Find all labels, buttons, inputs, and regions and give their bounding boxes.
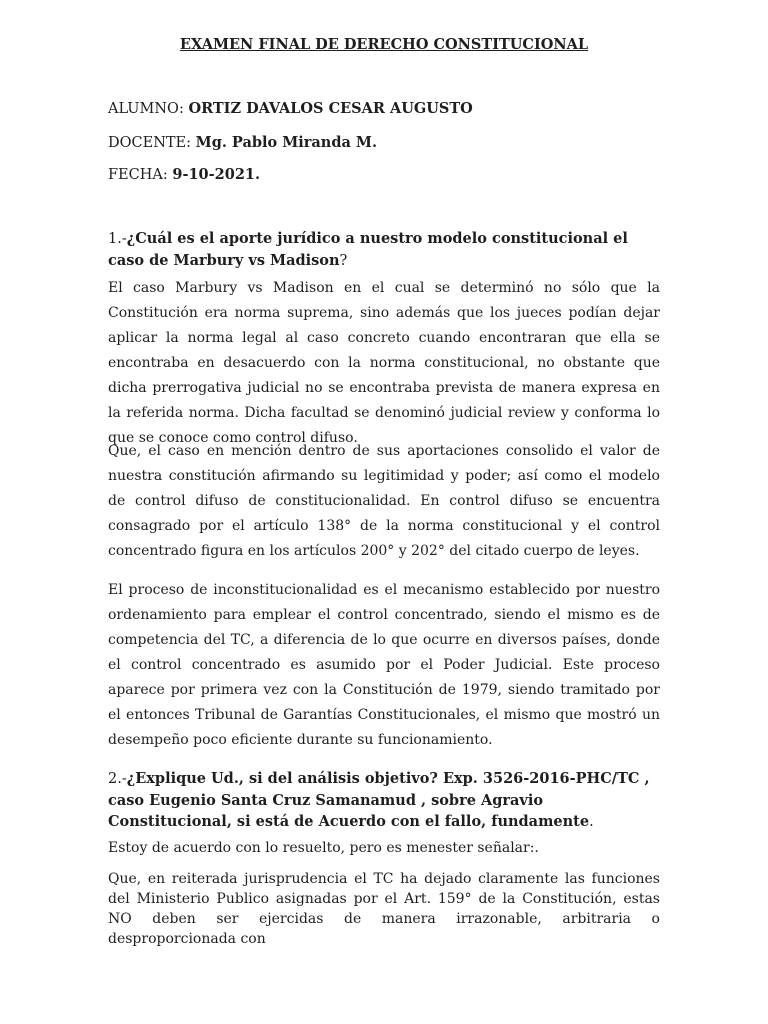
question-1-end: ?	[339, 253, 348, 269]
question-2-number: 2.-	[108, 771, 127, 787]
teacher-label: DOCENTE:	[108, 135, 192, 151]
answer-1-paragraph-3: El proceso de inconstitucionalidad es el mecanismo establecido por nuestro ordenamiento para emplear el control concentrado, siendo el mismo es de competencia del TC, a diferencia de lo que ocurre en diversos países, donde el control concentrado es asumido por el Poder Judicial. Este proceso aparece por primera vez con la Constitución de 1979, siendo tramitado por el entonces Tribunal de Garantías Constitucionales, el mismo que mostró un desempeño poco eficiente durante su funcionamiento.	[108, 582, 660, 748]
question-2-text: ¿Explique Ud., si del análisis objetivo? Exp. 3526-2016-PHC/TC , caso Eugenio Santa Cruz Samanamud , sobre Agravio Constitucional, si está de Acuerdo con el fallo, fundamente	[108, 770, 650, 830]
student-line	[108, 100, 473, 117]
date-value: 9-10-2021.	[172, 166, 261, 183]
question-2	[108, 768, 660, 833]
student-label: ALUMNO:	[108, 101, 184, 117]
exam-title: EXAMEN FINAL DE DERECHO CONSTITUCIONAL	[179, 36, 589, 53]
question-2-end: .	[589, 814, 594, 830]
question-1-number: 1.-	[108, 231, 127, 247]
student-name: ORTIZ DAVALOS CESAR AUGUSTO	[188, 100, 473, 117]
question-1-text: ¿Cuál es el aporte jurídico a nuestro modelo constitucional el caso de Marbury vs Madison	[108, 230, 628, 269]
date-label: FECHA:	[108, 167, 168, 183]
question-1	[108, 228, 660, 272]
answer-2-paragraph-1: Estoy de acuerdo con lo resuelto, pero es menester señalar:.	[108, 840, 539, 856]
date-line	[108, 166, 260, 183]
answer-1-paragraph-1: El caso Marbury vs Madison en el cual se determinó no sólo que la Constitución era norma suprema, sino además que los jueces podían dejar aplicar la norma legal al caso concreto cuando encontraran que ella se encontraba en desacuerdo con la norma constitucional, no obstante que dicha prerrogativa judicial no se encontraba prevista de manera expresa en la referida norma. Dicha facultad se denominó judicial review y conforma lo que se conoce como control difuso.	[108, 280, 660, 446]
answer-2-paragraph-2: Que, en reiterada jurisprudencia el TC ha dejado claramente las funciones del Ministerio Publico asignadas por el Art. 159° de la Constitución, estas NO deben ser ejercidas de manera irrazonable, arbitraria o desproporcionada con	[108, 871, 660, 947]
answer-1-paragraph-2: Que, el caso en mención dentro de sus aportaciones consolido el valor de nuestra constitución afirmando su legitimidad y poder; así como el modelo de control difuso de constitucionalidad. En control difuso se encuentra consagrado por el artículo 138° de la norma constitucional y el control concentrado figura en los artículos 200° y 202° del citado cuerpo de leyes.	[108, 443, 660, 559]
teacher-line	[108, 134, 377, 151]
teacher-name: Mg. Pablo Miranda M.	[195, 134, 378, 151]
